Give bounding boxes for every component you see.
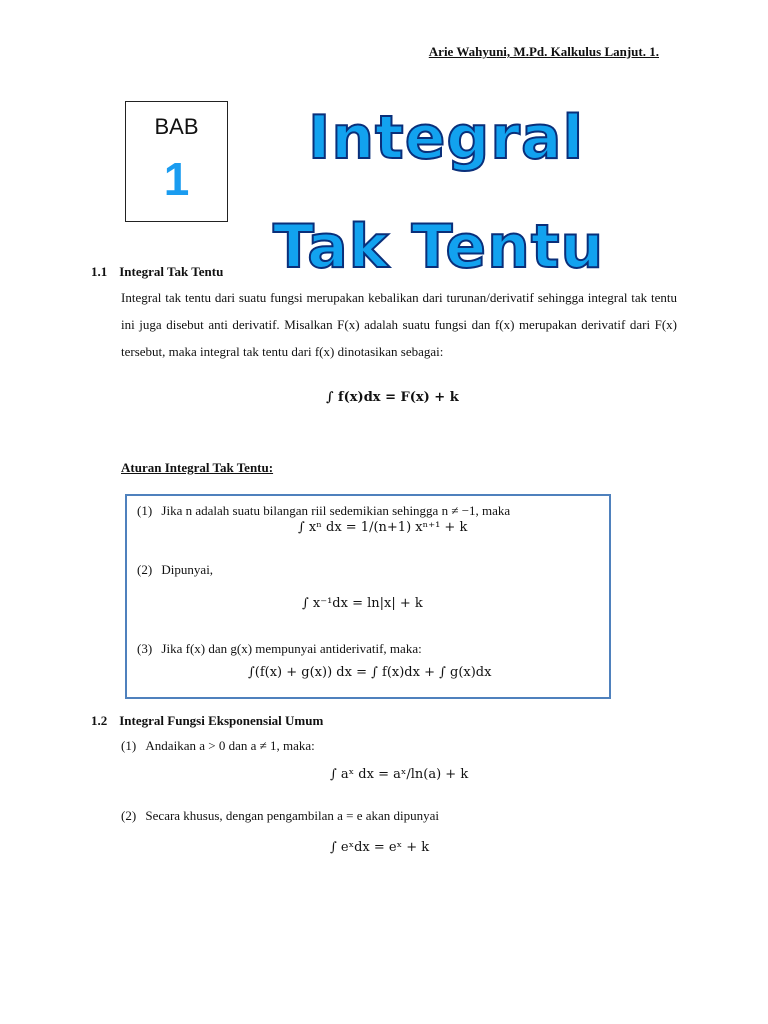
rules-heading: Aturan Integral Tak Tentu: — [121, 460, 274, 475]
rule-3 — [137, 641, 422, 657]
item-label: (2) — [121, 808, 137, 823]
exp-item-1-formula: ∫ aˣ dx = aˣ/ln(a) + k — [330, 767, 469, 782]
rule-1 — [137, 503, 510, 519]
rule-label: (3) — [137, 641, 153, 656]
rule-2-formula: ∫ x⁻¹dx = ln|x| + k — [302, 596, 423, 611]
item-label: (1) — [121, 738, 137, 753]
exp-item-2-formula: ∫ eˣdx = eˣ + k — [330, 840, 430, 855]
section-paragraph — [121, 284, 677, 365]
rule-1-formula: ∫ xⁿ dx = 1/(n+1) xⁿ⁺¹ + k — [298, 520, 468, 535]
rule-text: Dipunyai, — [161, 562, 214, 577]
section-heading-2 — [91, 712, 323, 730]
chapter-title-line1: Integral — [308, 103, 585, 173]
paragraph-text: Integral tak tentu dari suatu fungsi merupakan kebalikan dari turunan/derivatif sehingga integral tak tentu ini juga disebut anti derivatif. Misalkan F(x) adalah suatu fungsi dan f(x) merupakan derivatif dari F(x) tersebut, maka integral tak tentu dari f(x) dinotasikan sebagai: — [121, 290, 677, 359]
exp-item-1 — [121, 738, 315, 754]
chapter-box — [125, 101, 228, 222]
rule-text: Jika f(x) dan g(x) mempunyai antiderivatif, maka: — [161, 641, 422, 656]
section-title: Integral Fungsi Eksponensial Umum — [119, 713, 324, 728]
rule-text: Jika n adalah suatu bilangan riil sedemikian sehingga n ≠ −1, maka — [161, 503, 511, 518]
section-number: 1.1 — [91, 264, 108, 279]
item-text: Secara khusus, dengan pengambilan a = e akan dipunyai — [145, 808, 440, 823]
rule-2 — [137, 562, 213, 578]
section-number: 1.2 — [91, 713, 108, 728]
section-title: Integral Tak Tentu — [119, 264, 224, 279]
chapter-label: BAB — [154, 114, 199, 139]
rule-3-formula: ∫(f(x) + g(x)) dx = ∫ f(x)dx + ∫ g(x)dx — [248, 665, 492, 680]
chapter-number: 1 — [163, 153, 190, 205]
chapter-title-line2: Tak Tentu — [273, 212, 605, 282]
item-text: Andaikan a > 0 dan a ≠ 1, maka: — [145, 738, 315, 753]
section-heading-1 — [91, 263, 223, 281]
main-formula: ∫ f(x)dx = F(x) + k — [326, 390, 459, 405]
page-header: Arie Wahyuni, M.Pd. Kalkulus Lanjut. 1. — [428, 44, 659, 59]
rule-label: (2) — [137, 562, 153, 577]
exp-item-2 — [121, 808, 439, 824]
rule-label: (1) — [137, 503, 153, 518]
